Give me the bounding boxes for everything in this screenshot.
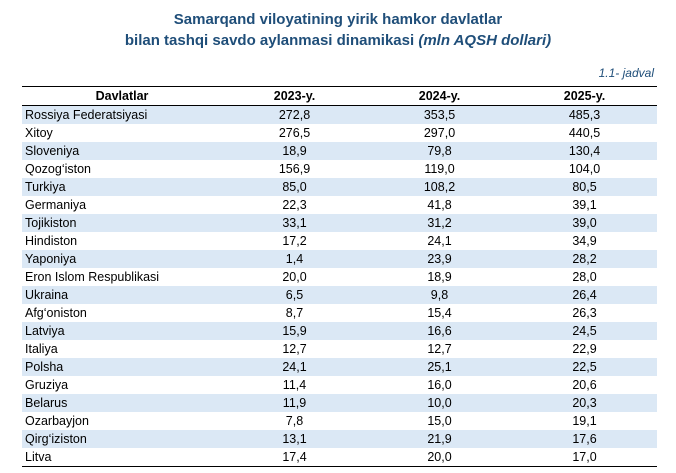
table-row xyxy=(22,430,657,448)
table-row xyxy=(22,448,657,467)
title-line-1: Samarqand viloyatining yirik hamkor davlatlar xyxy=(173,11,503,28)
title-line-2-text: bilan tashqi savdo aylanmasi dinamikasi xyxy=(124,32,419,49)
value-2025-cell: 22,9 xyxy=(572,342,597,356)
country-cell: Rossiya Federatsiyasi xyxy=(22,106,222,125)
table-header-row xyxy=(22,87,657,106)
country-cell: Hindiston xyxy=(25,234,78,248)
value-2023-cell: 11,4 xyxy=(282,378,307,392)
value-2025-cell: 39,0 xyxy=(512,214,657,232)
value-2023-cell: 12,7 xyxy=(282,342,307,356)
value-2025-cell: 485,3 xyxy=(512,106,657,125)
country-cell: Litva xyxy=(22,448,222,467)
value-2023-cell: 6,5 xyxy=(222,286,367,304)
country-cell: Sloveniya xyxy=(22,142,222,160)
value-2023-cell: 156,9 xyxy=(278,162,311,176)
value-2024-cell: 15,4 xyxy=(427,306,452,320)
value-2025-cell: 17,0 xyxy=(512,448,657,467)
value-2025-cell: 28,0 xyxy=(572,270,597,284)
value-2025-cell: 130,4 xyxy=(512,142,657,160)
value-2025-cell: 34,9 xyxy=(572,234,597,248)
value-2023-cell: 20,0 xyxy=(282,270,307,284)
value-2024-cell: 9,8 xyxy=(367,286,512,304)
value-2025-cell: 80,5 xyxy=(512,178,657,196)
country-cell: Eron Islom Respublikasi xyxy=(25,270,160,284)
table-row xyxy=(22,376,657,394)
value-2024-cell: 16,6 xyxy=(367,322,512,340)
value-2024-cell: 119,0 xyxy=(424,162,455,176)
value-2023-cell: 17,2 xyxy=(282,234,307,248)
value-2023-cell: 276,5 xyxy=(278,126,311,140)
document-title xyxy=(0,9,676,51)
header-2025: 2025-y. xyxy=(512,87,657,106)
country-cell: Germaniya xyxy=(25,198,87,212)
table-row xyxy=(22,322,657,340)
value-2024-cell: 79,8 xyxy=(367,142,512,160)
value-2024-cell: 21,9 xyxy=(367,430,512,448)
value-2024-cell: 10,0 xyxy=(367,394,512,412)
country-cell: Italiya xyxy=(25,342,58,356)
header-countries: Davlatlar xyxy=(22,87,222,106)
value-2025-cell: 17,6 xyxy=(512,430,657,448)
table-row xyxy=(22,412,657,430)
value-2023-cell: 22,3 xyxy=(282,198,307,212)
table-row xyxy=(22,250,657,268)
value-2023-cell: 11,9 xyxy=(222,394,367,412)
value-2025-cell: 24,5 xyxy=(512,322,657,340)
table-row xyxy=(22,340,657,358)
value-2025-cell: 26,4 xyxy=(512,286,657,304)
country-cell: Xitoy xyxy=(25,126,53,140)
table-body xyxy=(22,106,657,467)
country-cell: Polsha xyxy=(22,358,222,376)
country-cell: Qozog‘iston xyxy=(25,162,92,176)
header-2024: 2024-y. xyxy=(367,87,512,106)
country-cell: Ukraina xyxy=(22,286,222,304)
table-row xyxy=(22,358,657,376)
country-cell: Qirg‘iziston xyxy=(22,430,222,448)
country-cell: Ozarbayjon xyxy=(25,414,89,428)
value-2024-cell: 23,9 xyxy=(367,250,512,268)
value-2023-cell: 33,1 xyxy=(222,214,367,232)
table-row xyxy=(22,106,657,125)
value-2023-cell: 13,1 xyxy=(222,430,367,448)
table-row xyxy=(22,232,657,250)
value-2025-cell: 20,3 xyxy=(512,394,657,412)
value-2024-cell: 297,0 xyxy=(423,126,456,140)
value-2023-cell: 7,8 xyxy=(285,414,304,428)
value-2023-cell: 15,9 xyxy=(222,322,367,340)
value-2024-cell: 16,0 xyxy=(427,378,452,392)
value-2024-cell: 15,0 xyxy=(427,414,452,428)
country-cell: Latviya xyxy=(22,322,222,340)
value-2023-cell: 85,0 xyxy=(222,178,367,196)
value-2024-cell: 12,7 xyxy=(427,342,452,356)
table-row xyxy=(22,214,657,232)
value-2025-cell: 104,0 xyxy=(568,162,601,176)
table-row xyxy=(22,394,657,412)
value-2025-cell: 20,6 xyxy=(572,378,597,392)
value-2024-cell: 18,9 xyxy=(427,270,452,284)
value-2025-cell: 19,1 xyxy=(572,414,597,428)
value-2023-cell: 24,1 xyxy=(222,358,367,376)
value-2025-cell: 28,2 xyxy=(512,250,657,268)
value-2025-cell: 39,1 xyxy=(572,198,597,212)
country-cell: Afg‘oniston xyxy=(25,306,87,320)
value-2023-cell: 272,8 xyxy=(222,106,367,125)
header-2023: 2023-y. xyxy=(222,87,367,106)
title-line-2 xyxy=(0,30,676,51)
value-2023-cell: 18,9 xyxy=(222,142,367,160)
value-2025-cell: 26,3 xyxy=(572,306,597,320)
value-2023-cell: 1,4 xyxy=(222,250,367,268)
value-2024-cell: 108,2 xyxy=(367,178,512,196)
table-row xyxy=(22,178,657,196)
value-2025-cell: 440,5 xyxy=(568,126,601,140)
value-2023-cell: 17,4 xyxy=(222,448,367,467)
value-2024-cell: 353,5 xyxy=(367,106,512,125)
country-cell: Tojikiston xyxy=(22,214,222,232)
value-2024-cell: 25,1 xyxy=(367,358,512,376)
table-number-label: 1.1- jadval xyxy=(598,66,654,80)
table-row xyxy=(22,304,657,322)
table-row xyxy=(22,286,657,304)
table-row xyxy=(22,196,657,214)
table-row xyxy=(22,268,657,286)
value-2024-cell: 31,2 xyxy=(367,214,512,232)
country-cell: Belarus xyxy=(22,394,222,412)
value-2024-cell: 20,0 xyxy=(367,448,512,467)
table-row xyxy=(22,160,657,178)
value-2023-cell: 8,7 xyxy=(285,306,304,320)
value-2024-cell: 41,8 xyxy=(427,198,452,212)
value-2024-cell: 24,1 xyxy=(427,234,452,248)
trade-turnover-table xyxy=(22,86,657,467)
value-2025-cell: 22,5 xyxy=(512,358,657,376)
country-cell: Turkiya xyxy=(22,178,222,196)
title-unit: (mln AQSH dollari) xyxy=(418,32,552,49)
table-row xyxy=(22,142,657,160)
country-cell: Gruziya xyxy=(25,378,69,392)
table-row xyxy=(22,124,657,142)
country-cell: Yaponiya xyxy=(22,250,222,268)
